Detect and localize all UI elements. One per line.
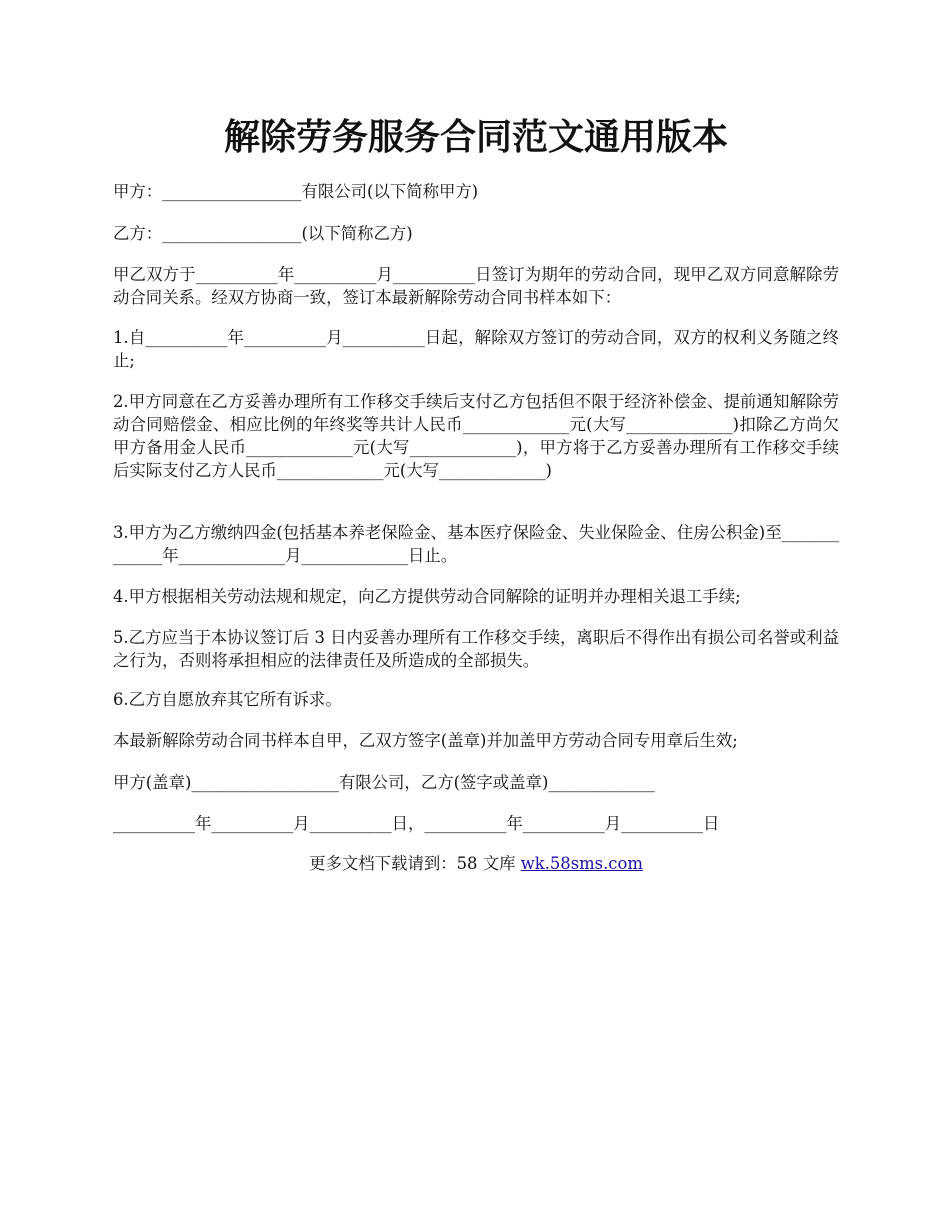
footer-text: 更多文档下载请到：58 文库 [309,854,521,873]
clause-5: 5.乙方应当于本协议签订后 3 日内妥善办理所有工作移交手续，离职后不得作出有损公司名誉或利益之行为，否则将承担相应的法律责任及所造成的全部损失。 [113,628,839,670]
footer-link[interactable]: wk.58sms.com [520,854,643,873]
date-line: __________年__________月__________日，__________年__________月__________日 [113,814,720,833]
effect-statement: 本最新解除劳动合同书样本自甲，乙双方签字(盖章)并加盖甲方劳动合同专用章后生效; [113,731,738,750]
document-title: 解除劳务服务合同范文通用版本 [223,116,728,158]
party-b-line: 乙方：_________________(以下简称乙方) [113,224,413,243]
clause-6: 6.乙方自愿放弃其它所有诉求。 [113,690,342,709]
intro-paragraph: 甲乙双方于__________年__________月__________日签订为期年的劳动合同，现甲乙双方同意解除劳动合同关系。经双方协商一致，签订本最新解除劳动合同书样本如下： [113,265,839,307]
party-a-line: 甲方：_________________有限公司(以下简称甲方) [113,182,479,201]
clause-3: 3.甲方为乙方缴纳四金(包括基本养老保险金、基本医疗保险金、失业保险金、住房公积金)至_____________年_____________月_____________日止。 [113,523,839,565]
clause-4: 4.甲方根据相关劳动法规和规定，向乙方提供劳动合同解除的证明并办理相关退工手续; [113,587,741,606]
clause-1: 1.自__________年__________月__________日起，解除双方签订的劳动合同，双方的权利义务随之终止; [113,328,839,370]
clause-2: 2.甲方同意在乙方妥善办理所有工作移交手续后支付乙方包括但不限于经济补偿金、提前通知解除劳动合同赔偿金、相应比例的年终奖等共计人民币_____________元(大写_____________)扣除乙方尚欠甲方备用金人民币_____________元(大写_____________)，甲方将于乙方妥善办理所有工作移交手续后实际支付乙方人民币_____________元(大写_____________) [113,392,839,480]
signature-line: 甲方(盖章)__________________有限公司，乙方(签字或盖章)_____________ [113,773,655,792]
footer [113,852,839,875]
